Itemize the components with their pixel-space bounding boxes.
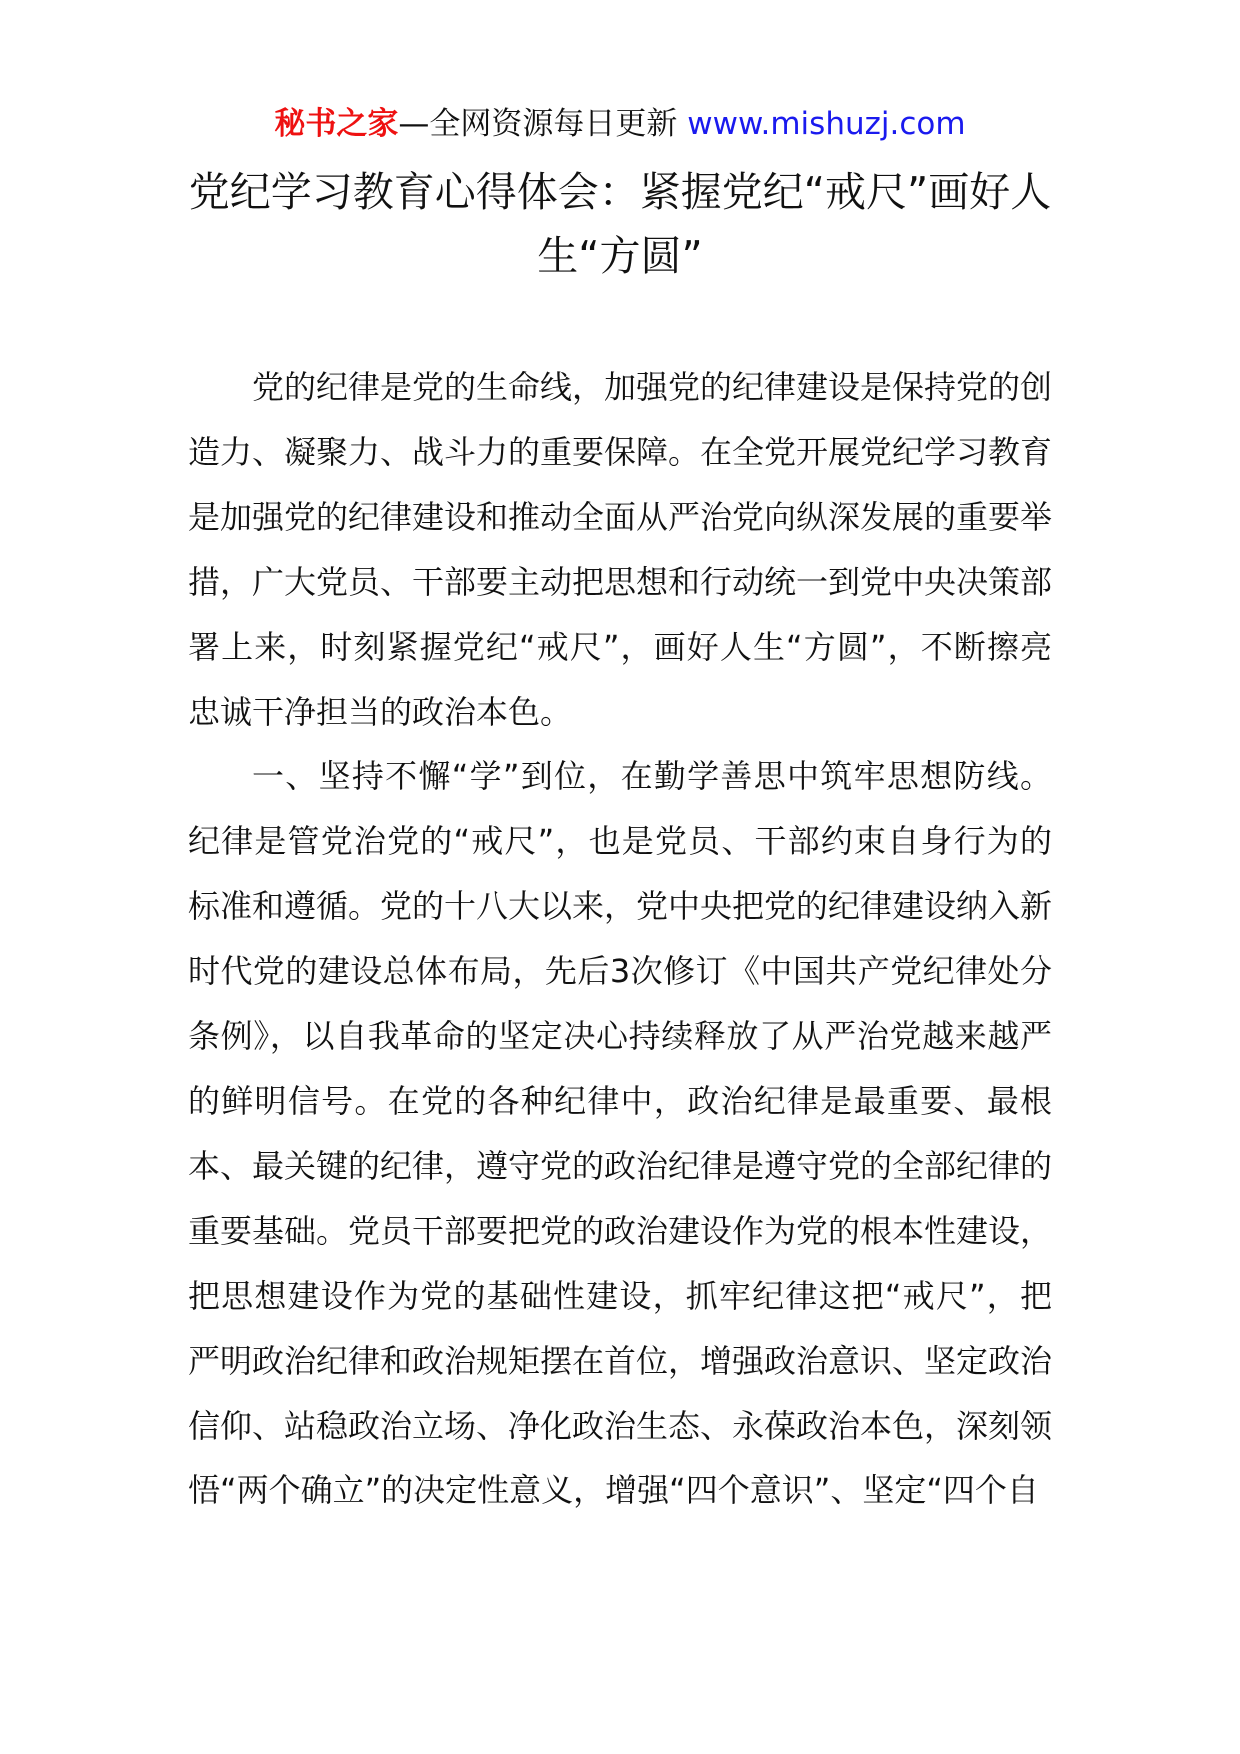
site-header xyxy=(0,102,1240,146)
paragraph-intro: 党的纪律是党的生命线，加强党的纪律建设是保持党的创造力、凝聚力、战斗力的重要保障。在全党开展党纪学习教育是加强党的纪律建设和推动全面从严治党向纵深发展的重要举措，广大党员、干部要主动把思想和行动统一到党中央决策部署上来，时刻紧握党纪“戒尺”，画好人生“方圆”，不断擦亮忠诚干净担当的政治本色。 xyxy=(188,368,1053,731)
site-brand: 秘书之家 xyxy=(274,106,399,142)
paragraph-section-one: 一、坚持不懈“学”到位，在勤学善思中筑牢思想防线。纪律是管党治党的“戒尺”，也是党员、干部约束自身行为的标准和遵循。党的十八大以来，党中央把党的纪律建设纳入新时代党的建设总体布局，先后3次修订《中国共产党纪律处分条例》，以自我革命的坚定决心持续释放了从严治党越来越严的鲜明信号。在党的各种纪律中，政治纪律是最重要、最根本、最关键的纪律，遵守党的政治纪律是遵守党的全部纪律的重要基础。党员干部要把党的政治建设作为党的根本性建设，把思想建设作为党的基础性建设，抓牢纪律这把“戒尺”，把严明政治纪律和政治规矩摆在首位，增强政治意识、坚定政治信仰、站稳政治立场、净化政治生态、永葆政治本色，深刻领悟“两个确立”的决定性意义，增强“四个意识”、坚定“四个自 xyxy=(188,757,1053,1510)
site-url-link[interactable]: www.mishuzj.com xyxy=(687,106,966,142)
document-title: 党纪学习教育心得体会：紧握党纪“戒尺”画好人生“方圆” xyxy=(188,168,1052,280)
document-body xyxy=(188,355,1052,1523)
site-tagline: —全网资源每日更新 xyxy=(398,106,678,142)
